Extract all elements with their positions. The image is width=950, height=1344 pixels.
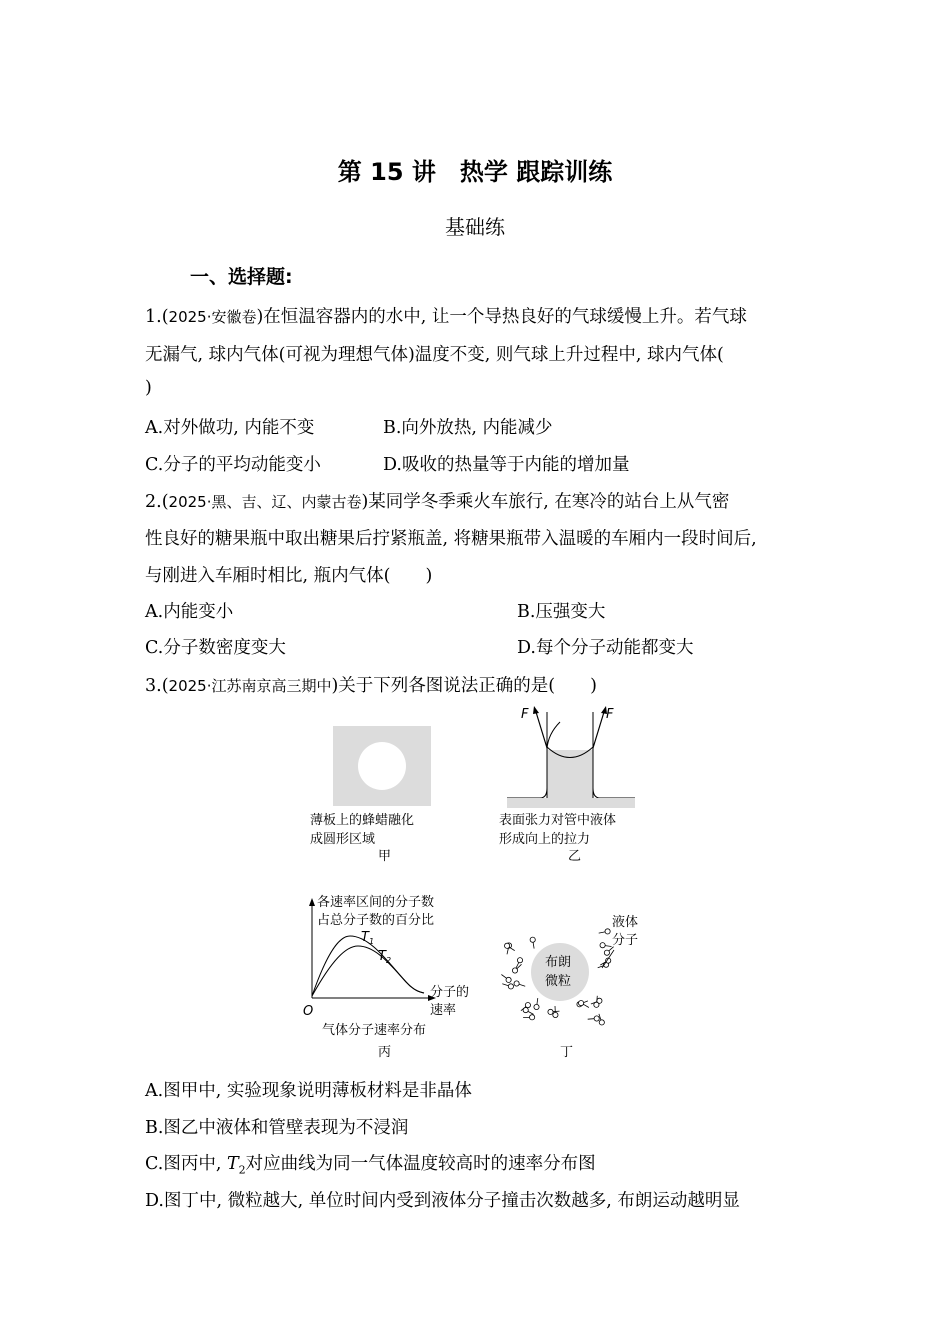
liquid-molecule: [548, 1009, 553, 1014]
question-3-option-c[interactable]: C.图丙中, $T_2$对应曲线为同一气体温度较高时的速率分布图: [145, 1154, 596, 1177]
bing-t2-label: $T_2$: [378, 949, 392, 965]
question-2-line-2: 性良好的糖果瓶中取出糖果后拧紧瓶盖, 将糖果瓶带入温暖的车厢内一段时间后,: [145, 529, 757, 549]
question-1-line-3: ): [145, 378, 152, 398]
bing-ylabel-2: 占总分子数的百分比: [317, 913, 435, 928]
force-label-left: F: [521, 707, 529, 722]
question-3-line-1: 3.(2025·江苏南京高三期中)关于下列各图说法正确的是( ): [145, 676, 597, 696]
molecule-motion-tail: [502, 984, 508, 986]
liquid-molecule: [517, 958, 522, 963]
question-1-line-2: 无漏气, 球内气体(可视为理想气体)温度不变, 则气球上升过程中, 球内气体(: [145, 345, 724, 365]
molecule-motion-tail: [537, 998, 538, 1004]
molecule-motion-tail: [533, 942, 534, 948]
question-3-option-a[interactable]: A.图甲中, 实验现象说明薄板材料是非晶体: [145, 1081, 472, 1101]
liquid-molecule: [604, 950, 609, 955]
liquid-molecule: [605, 929, 610, 934]
liquid-molecule: [514, 981, 519, 986]
liquid-molecule: [512, 968, 517, 973]
question-2-option-c[interactable]: C.分子数密度变大: [145, 638, 286, 658]
liquid-molecule: [600, 943, 605, 948]
jia-caption-1: 薄板上的蜂蜡融化: [310, 813, 415, 828]
force-arrow-left: [536, 712, 547, 748]
liquid-molecule: [530, 1015, 535, 1020]
liquid-molecule: [508, 984, 513, 989]
molecule-motion-tail: [507, 948, 508, 954]
liquid-molecule: [506, 977, 511, 982]
liquid-molecule: [525, 1003, 530, 1008]
molecule-motion-tail: [509, 947, 514, 950]
question-1-option-b[interactable]: B.向外放热, 内能减少: [383, 418, 553, 438]
brownian-particle: [531, 943, 589, 1001]
page-title: 第 15 讲 热学 跟踪训练: [337, 158, 613, 186]
jia-name: 甲: [378, 849, 392, 864]
liquid-molecule: [534, 1004, 539, 1009]
curve-t2: [312, 946, 424, 996]
question-3-option-b[interactable]: B.图乙中液体和管壁表现为不浸润: [145, 1118, 409, 1138]
force-label-right: F: [606, 707, 614, 722]
molecule-motion-tail: [605, 946, 611, 947]
question-1-line-1: 1.(2025·安徽卷)在恒温容器内的水中, 让一个导热良好的气球缓慢上升。若气球: [145, 307, 747, 327]
molecule-motion-tail: [528, 1011, 534, 1014]
question-2-line-1: 2.(2025·黑、吉、辽、内蒙古卷)某同学冬季乘火车旅行, 在寒冷的站台上从气密: [145, 492, 730, 512]
question-3-figure: [290, 700, 670, 1070]
molecule-motion-tail: [519, 984, 525, 986]
molecule-motion-tail: [501, 975, 506, 979]
molecule-motion-tail: [583, 1004, 589, 1007]
liquid-molecule: [553, 1012, 558, 1017]
section-heading: 一、选择题:: [190, 266, 293, 288]
figure-yi: [499, 706, 635, 864]
yi-caption-2: 形成向上的拉力: [499, 832, 591, 847]
page-subtitle: 基础练: [445, 215, 505, 239]
question-2-option-b[interactable]: B.压强变大: [517, 602, 606, 622]
yi-name: 乙: [568, 849, 582, 864]
ding-particle-label-2: 微粒: [545, 974, 572, 989]
liquid-molecule: [594, 1016, 599, 1021]
question-1-option-c[interactable]: C.分子的平均动能变小: [145, 455, 321, 475]
liquid-molecule: [530, 937, 535, 942]
question-1-option-a[interactable]: A.对外做功, 内能不变: [145, 418, 315, 438]
bing-caption: 气体分子速率分布: [322, 1023, 427, 1038]
figure-jia: [310, 726, 431, 864]
jia-caption-2: 成圆形区域: [310, 832, 376, 847]
ding-liquid-label-2: 分子: [612, 933, 639, 948]
liquid-molecule: [594, 1002, 599, 1007]
liquid-molecule: [579, 1001, 584, 1006]
liquid-surface: [507, 798, 635, 808]
bing-ylabel-1: 各速率区间的分子数: [317, 895, 435, 910]
melted-wax-circle: [358, 742, 406, 790]
liquid-molecule: [505, 943, 510, 948]
molecule-motion-tail: [599, 932, 605, 933]
ding-particle-label-1: 布朗: [545, 955, 572, 970]
bing-xlabel-2: 速率: [430, 1003, 457, 1018]
molecule-motion-tail: [553, 1011, 559, 1012]
molecule-motion-tail: [588, 1019, 594, 1020]
bing-xlabel-1: 分子的: [430, 985, 470, 1000]
liquid-molecule: [599, 1020, 604, 1025]
force-arrow-right: [593, 712, 604, 748]
question-1-option-d[interactable]: D.吸收的热量等于内能的增加量: [383, 455, 630, 475]
question-2-option-a[interactable]: A.内能变小: [145, 602, 234, 622]
question-2-option-d[interactable]: D.每个分子动能都变大: [517, 638, 694, 658]
figure-ding: [501, 914, 638, 1060]
yi-caption-1: 表面张力对管中液体: [499, 813, 617, 828]
ding-name: 丁: [560, 1045, 574, 1060]
bing-origin: O: [303, 1004, 314, 1019]
figure-bing: [303, 894, 469, 1060]
question-3-option-d[interactable]: D.图丁中, 微粒越大, 单位时间内受到液体分子撞击次数越多, 布朗运动越明显: [145, 1191, 740, 1211]
ding-liquid-label-1: 液体: [612, 915, 639, 930]
bing-name: 丙: [378, 1045, 392, 1060]
question-2-line-3: 与刚进入车厢时相比, 瓶内气体( ): [145, 566, 433, 586]
bing-t1-label: $T_1$: [361, 930, 375, 946]
